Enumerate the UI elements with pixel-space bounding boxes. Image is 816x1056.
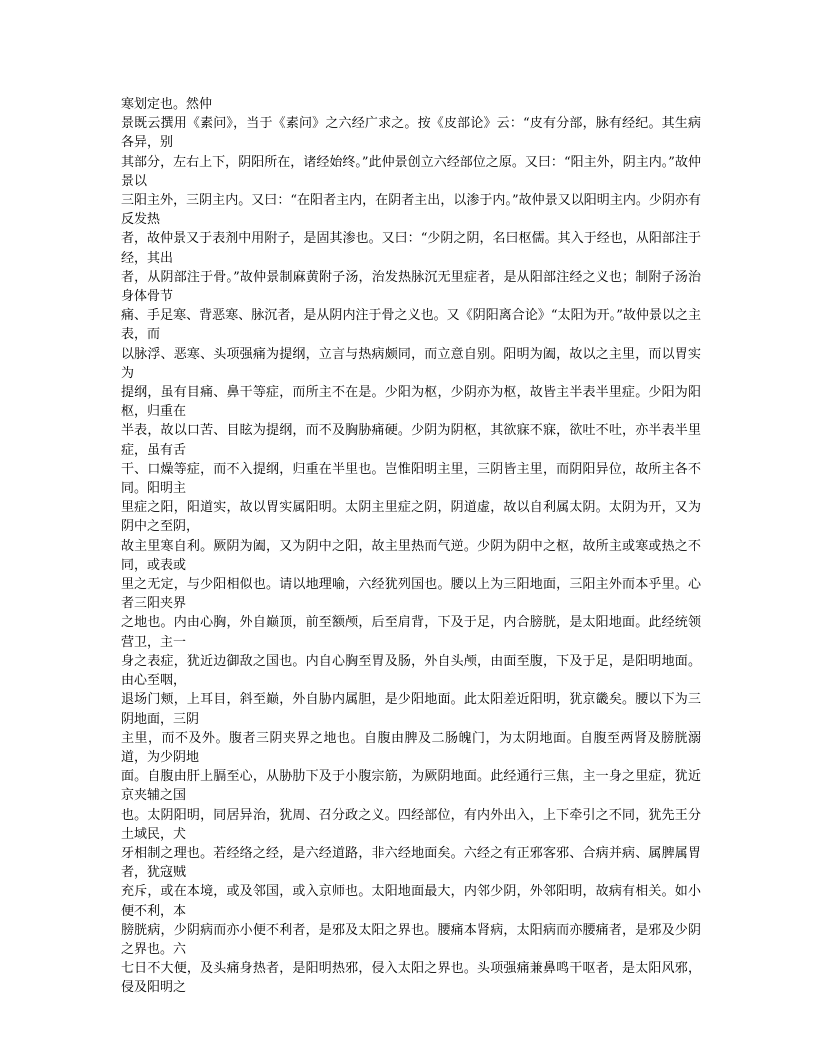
text-line: 痛、手足寒、背恶寒、脉沉者，是从阴内注于骨之义也。又《阴阳离合论》“太阳为开。”故仲景以之主表，而 — [121, 308, 701, 343]
text-line: 者，从阴部注于骨。”故仲景制麻黄附子汤，治发热脉沉无里症者，是从阳部注经之义也；制附子汤治身体骨节 — [121, 269, 701, 305]
text-line: 者，故仲景又于表剂中用附子，是固其渗也。又曰：“少阴之阴，名曰枢儒。其入于经也，从阳部注于经，其出 — [121, 231, 701, 266]
text-line: 牙相制之理也。若经络之经，是六经道路，非六经地面矣。六经之有正邪客邪、合病并病、属脾属胃者，犹寇贼 — [121, 845, 701, 881]
text-line: 故主里寒自利。厥阴为阖，又为阴中之阳，故主里热而气逆。少阴为阴中之枢，故所主或寒或热之不同，或表或 — [121, 538, 701, 573]
text-line: 充斥，或在本境，或及邻国，或入京师也。太阳地面最大，内邻少阴，外邻阳明，故病有相关。如小便不利，本 — [121, 884, 701, 919]
text-line: 面。自腹由肝上膈至心，从胁肋下及于小腹宗筋，为厥阴地面。此经通行三焦，主一身之里症，犹近京夹辅之国 — [121, 769, 701, 804]
text-line: 干、口燥等症，而不入提纲，归重在半里也。岂惟阳明主里，三阴皆主里，而阴阳异位，故所主各不同。阳明主 — [121, 461, 701, 497]
text-line: 七日不大便，及头痛身热者，是阳明热邪，侵入太阳之界也。头项强痛兼鼻鸣干呕者，是太阳风邪，侵及阳明之 — [121, 961, 701, 996]
text-line: 寒划定也。然仲 — [121, 97, 213, 112]
text-line: 身之表症，犹近边御敌之国也。内自心胸至胃及肠，外自头颅，由面至腹，下及于足，是阳明地面。由心至咽， — [121, 653, 701, 689]
text-line: 主里，而不及外。腹者三阴夹界之地也。自腹由脾及二肠魄门，为太阴地面。自腹至两肾及膀胱溺道，为少阴地 — [121, 730, 701, 765]
document-body — [121, 95, 701, 998]
text-line: 景既云撰用《素问》，当于《素问》之六经广求之。按《皮部论》云：“皮有分部，脉有经纪。其生病各异，别 — [121, 116, 701, 151]
text-line: 里之无定，与少阳相似也。请以地理喻，六经犹列国也。腰以上为三阳地面，三阳主外而本乎里。心者三阳夹界 — [121, 577, 701, 612]
text-line: 以脉浮、恶寒、头项强痛为提纲，立言与热病颇同，而立意自别。阳明为阖，故以之主里，而以胃实为 — [121, 346, 701, 381]
text-line: 里症之阳，阳道实，故以胃实属阳明。太阴主里症之阴，阴道虚，故以自利属太阴。太阴为开，又为阴中之至阴， — [121, 500, 701, 535]
text-line: 其部分，左右上下，阴阳所在，诸经始终。”此仲景创立六经部位之原。又曰：“阳主外，阴主内。”故仲景以 — [121, 154, 701, 189]
text-line: 也。太阴阳明，同居异治，犹周、召分政之义。四经部位，有内外出入，上下牵引之不同，犹先王分土域民，犬 — [121, 807, 701, 842]
text-line: 提纲，虽有目痛、鼻干等症，而所主不在是。少阳为枢，少阴亦为枢，故皆主半表半里症。少阳为阳枢，归重在 — [121, 385, 701, 420]
text-line: 膀胱病，少阴病而亦小便不利者，是邪及太阳之界也。腰痛本肾病，太阳病而亦腰痛者，是邪及少阴之界也。六 — [121, 922, 701, 957]
text-line: 半表，故以口苦、目眩为提纲，而不及胸胁痛硬。少阴为阴枢，其欲寐不寐，欲吐不吐，亦半表半里症，虽有舌 — [121, 423, 701, 458]
text-line: 之地也。内由心胸，外自巅顶，前至额颅，后至肩背，下及于足，内合膀胱，是太阳地面。此经统领营卫，主一 — [121, 615, 701, 650]
text-line: 三阳主外，三阴主内。又曰：“在阳者主内，在阴者主出，以渗于内。”故仲景又以阳明主内。少阴亦有反发热 — [121, 193, 701, 228]
text-line: 退场门颊，上耳目，斜至巅，外自胁内属胆，是少阳地面。此太阳差近阳明，犹京畿矣。腰以下为三阴地面，三阴 — [121, 692, 701, 727]
